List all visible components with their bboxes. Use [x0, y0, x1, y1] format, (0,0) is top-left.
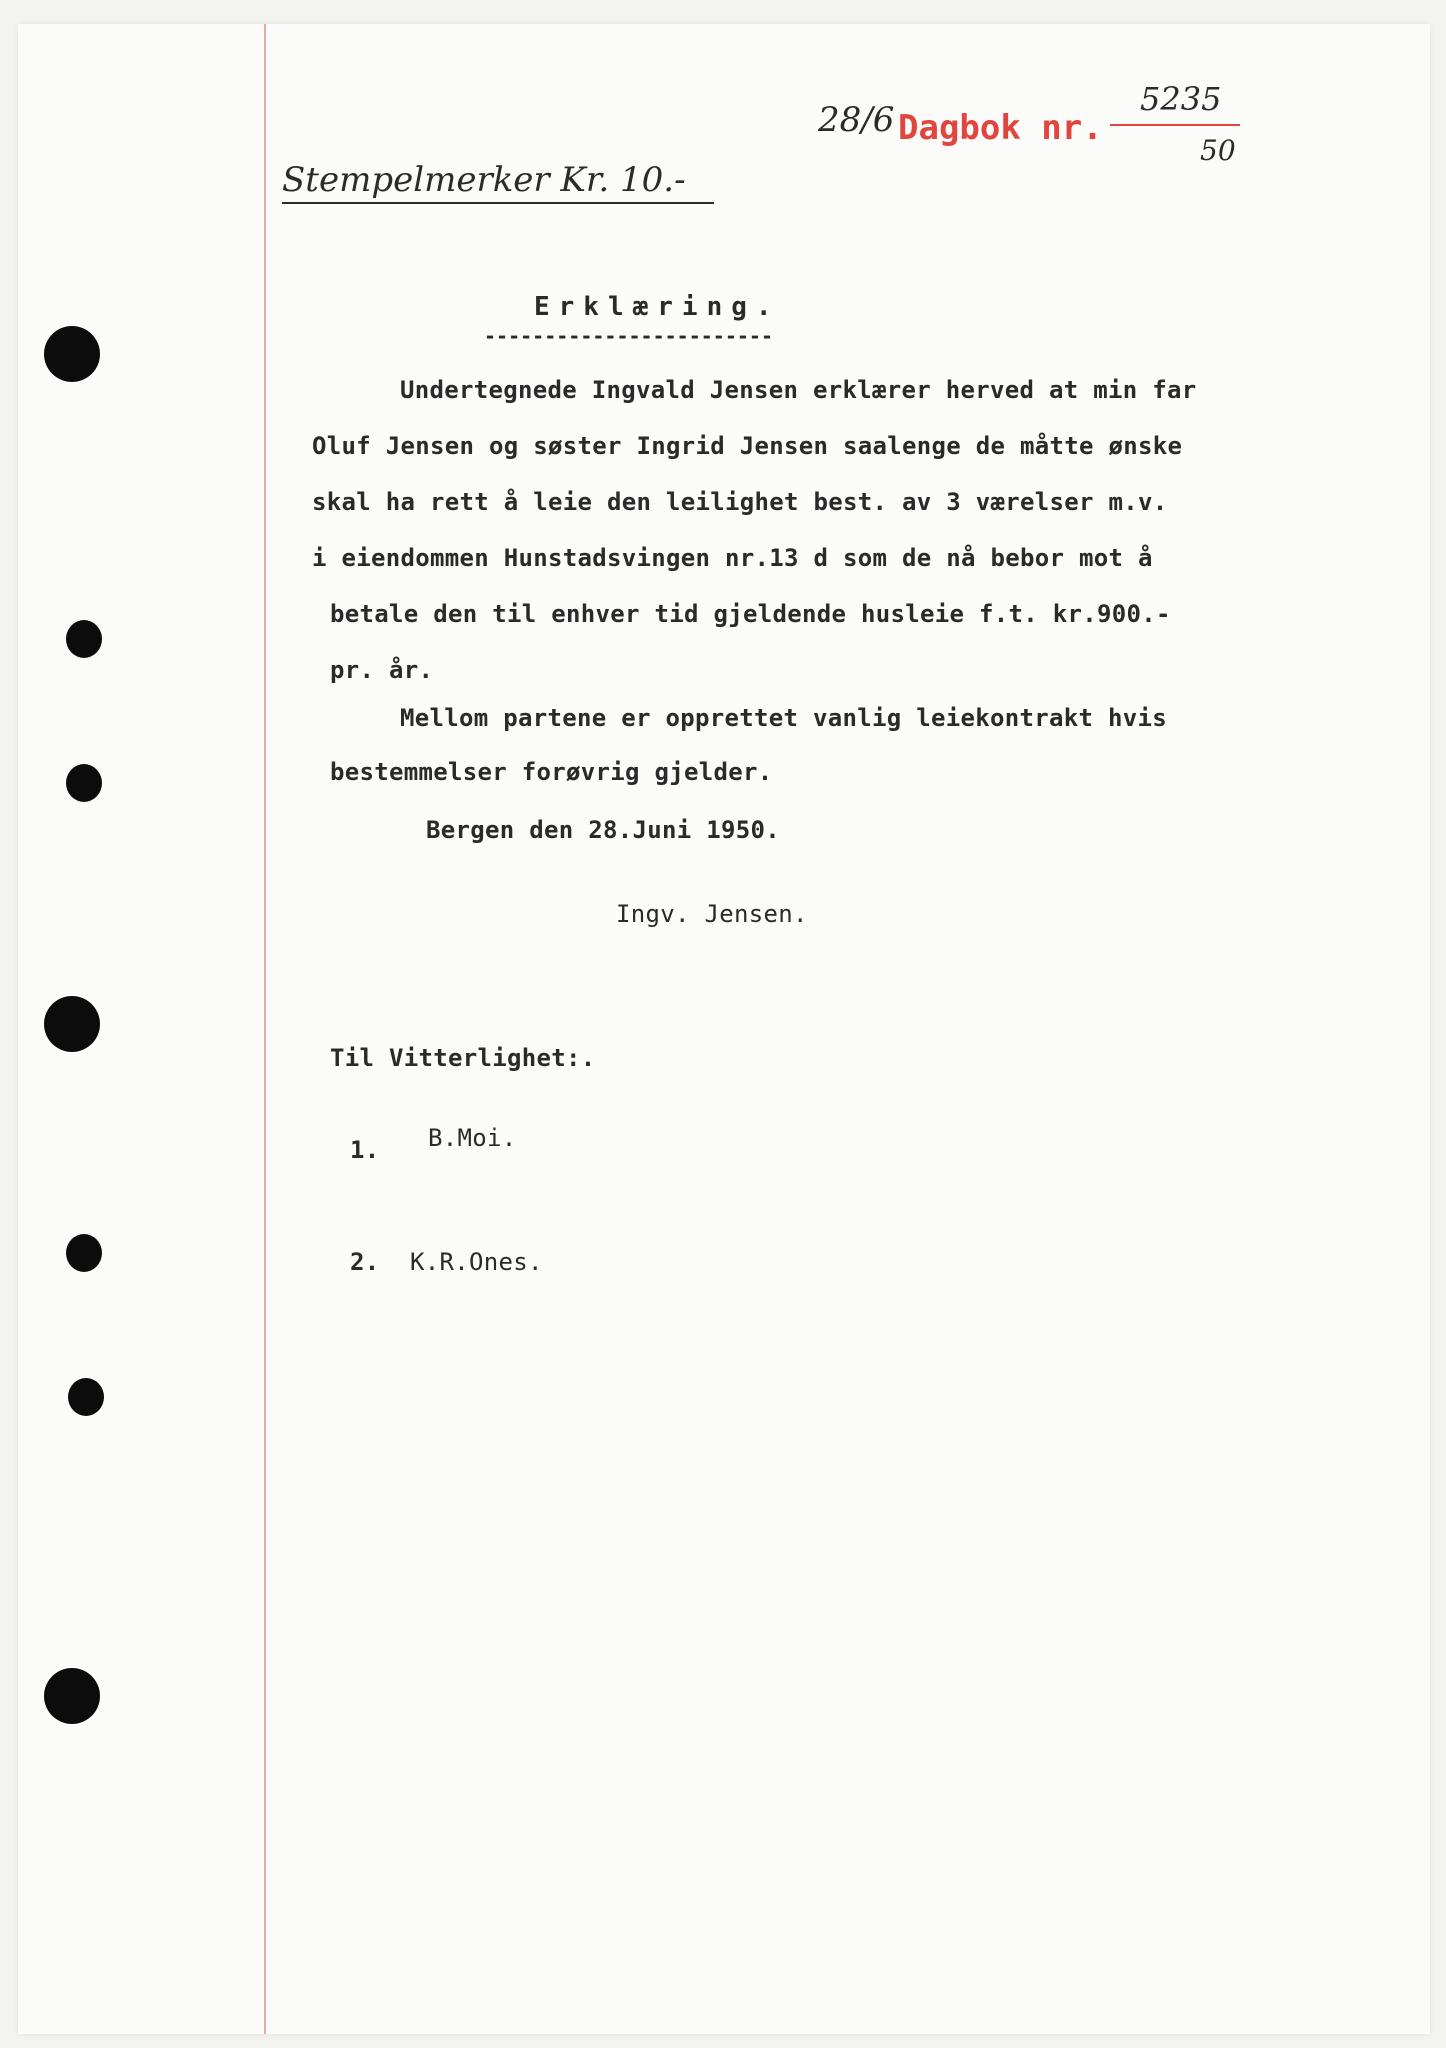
place-date-line: Bergen den 28.Juni 1950. [426, 816, 780, 844]
dagbok-label: Dagbok nr. [898, 108, 1103, 148]
binder-hole [44, 996, 100, 1052]
binder-hole [44, 326, 100, 382]
body-line-2: Oluf Jensen og søster Ingrid Jensen saalenge de måtte ønske [312, 432, 1183, 460]
binder-hole [66, 764, 102, 802]
dagbok-stamp [898, 108, 1103, 148]
stamp-duty-note: Stempelmerker Kr. 10.- [282, 160, 686, 200]
witness-name-2: K.R.Ones. [410, 1248, 543, 1276]
body-line-3: skal ha rett å leie den leilighet best. av 3 værelser m.v. [312, 488, 1168, 516]
body-line-6: pr. år. [330, 656, 434, 684]
stamp-duty-underline [282, 202, 714, 204]
body-line-4: i eiendommen Hunstadsvingen nr.13 d som de nå bebor mot å [312, 544, 1153, 572]
witness-name-1: B.Moi. [428, 1124, 517, 1152]
document-title: Erklæring. [534, 292, 781, 322]
dagbok-year: 50 [1200, 134, 1236, 167]
witness-number-1: 1. [350, 1136, 380, 1164]
registration-date: 28/6 [818, 100, 895, 140]
binder-hole [66, 1234, 102, 1272]
signature: Ingv. Jensen. [616, 900, 808, 928]
margin-line [264, 24, 266, 2034]
title-rule: ------------------------ [484, 324, 773, 348]
body-line-8: bestemmelser forøvrig gjelder. [330, 758, 773, 786]
witness-number-2: 2. [350, 1248, 380, 1276]
dagbok-number: 5235 [1140, 80, 1222, 118]
dagbok-number-divider [1110, 124, 1240, 126]
binder-hole [44, 1668, 100, 1724]
body-line-5: betale den til enhver tid gjeldende husleie f.t. kr.900.- [330, 600, 1171, 628]
witness-heading: Til Vitterlighet:. [330, 1044, 596, 1072]
binder-hole [66, 620, 102, 658]
body-line-7: Mellom partene er opprettet vanlig leiekontrakt hvis [400, 704, 1167, 732]
body-line-1: Undertegnede Ingvald Jensen erklærer herved at min far [400, 376, 1197, 404]
binder-hole [68, 1378, 104, 1416]
